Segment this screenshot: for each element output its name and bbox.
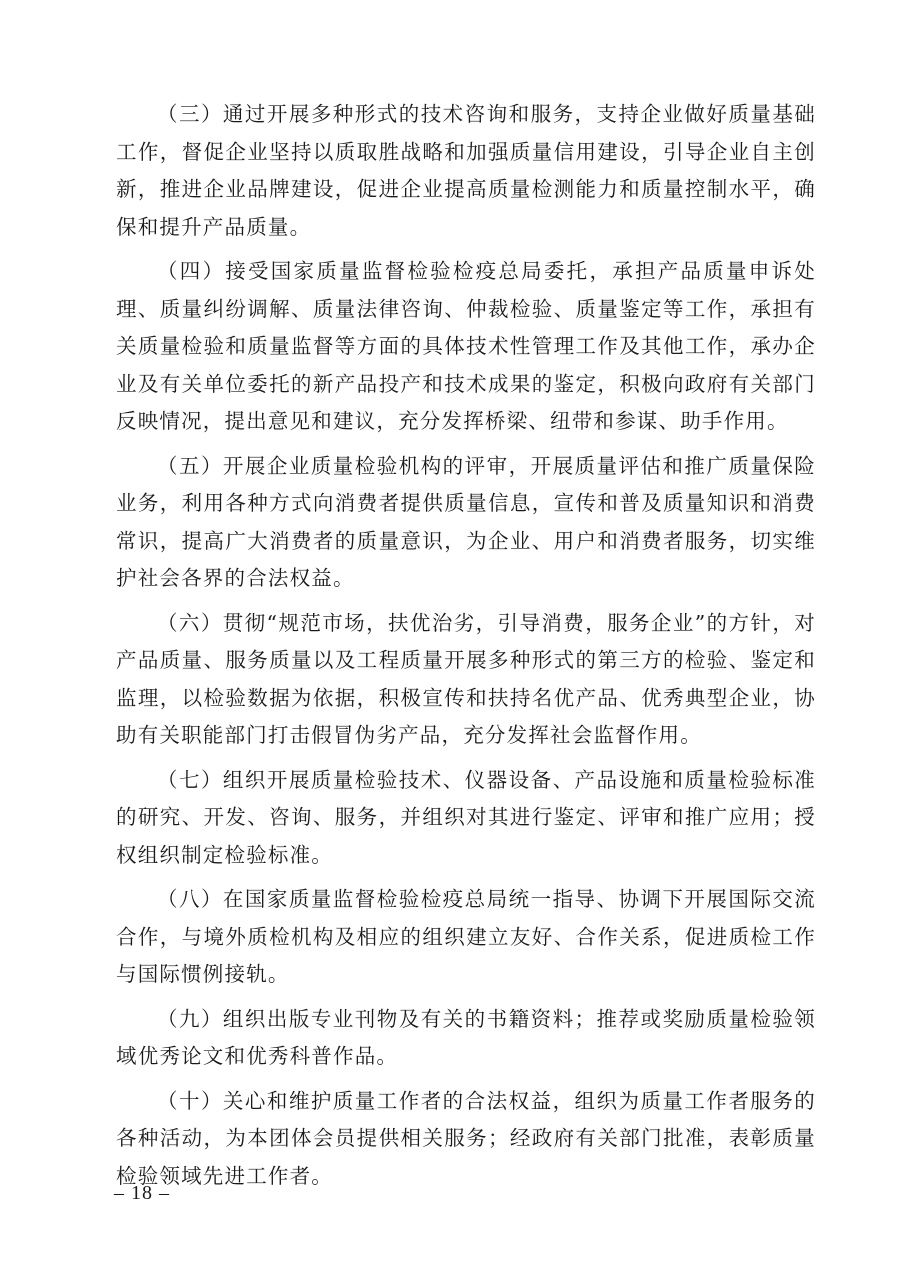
paragraph-5: （五）开展企业质量检验机构的评审，开展质量评估和推广质量保险业务，利用各种方式向消费者提供质量信息，宣传和普及质量知识和消费常识，提高广大消费者的质量意识，为企业、用户和消费者服务，切实维护社会各界的合法权益。 <box>116 453 816 590</box>
paragraph-6: （六）贯彻“规范市场，扶优治劣，引导消费，服务企业”的方针，对产品质量、服务质量以及工程质量开展多种形式的第三方的检验、鉴定和监理，以检验数据为依据，积极宣传和扶持名优产品、优秀典型企业，协助有关职能部门打击假冒伪劣产品，充分发挥社会监督作用。 <box>116 610 816 747</box>
paragraph-9: （九）组织出版专业刊物及有关的书籍资料；推荐或奖励质量检验领域优秀论文和优秀科普作品。 <box>116 1006 816 1068</box>
paragraph-4: （四）接受国家质量监督检验检疫总局委托，承担产品质量申诉处理、质量纠纷调解、质量法律咨询、仲裁检验、质量鉴定等工作，承担有关质量检验和质量监督等方面的具体技术性管理工作及其他工作，承办企业及有关单位委托的新产品投产和技术成果的鉴定，积极向政府有关部门反映情况，提出意见和建议，充分发挥桥梁、纽带和参谋、助手作用。 <box>116 259 816 433</box>
page-number: – 18 – <box>114 1182 170 1204</box>
paragraph-10: （十）关心和维护质量工作者的合法权益，组织为质量工作者服务的各种活动，为本团体会员提供相关服务；经政府有关部门批准，表彰质量检验领域先进工作者。 <box>116 1088 816 1188</box>
paragraph-3: （三）通过开展多种形式的技术咨询和服务，支持企业做好质量基础工作，督促企业坚持以质取胜战略和加强质量信用建设，引导企业自主创新，推进企业品牌建设，促进企业提高质量检测能力和质量控制水平，确保和提升产品质量。 <box>116 102 816 239</box>
document-body <box>116 96 816 1202</box>
paragraph-8: （八）在国家质量监督检验检疫总局统一指导、协调下开展国际交流合作，与境外质检机构及相应的组织建立友好、合作关系，促进质检工作与国际惯例接轨。 <box>116 887 816 986</box>
paragraph-7: （七）组织开展质量检验技术、仪器设备、产品设施和质量检验标准的研究、开发、咨询、服务，并组织对其进行鉴定、评审和推广应用；授权组织制定检验标准。 <box>116 767 816 867</box>
